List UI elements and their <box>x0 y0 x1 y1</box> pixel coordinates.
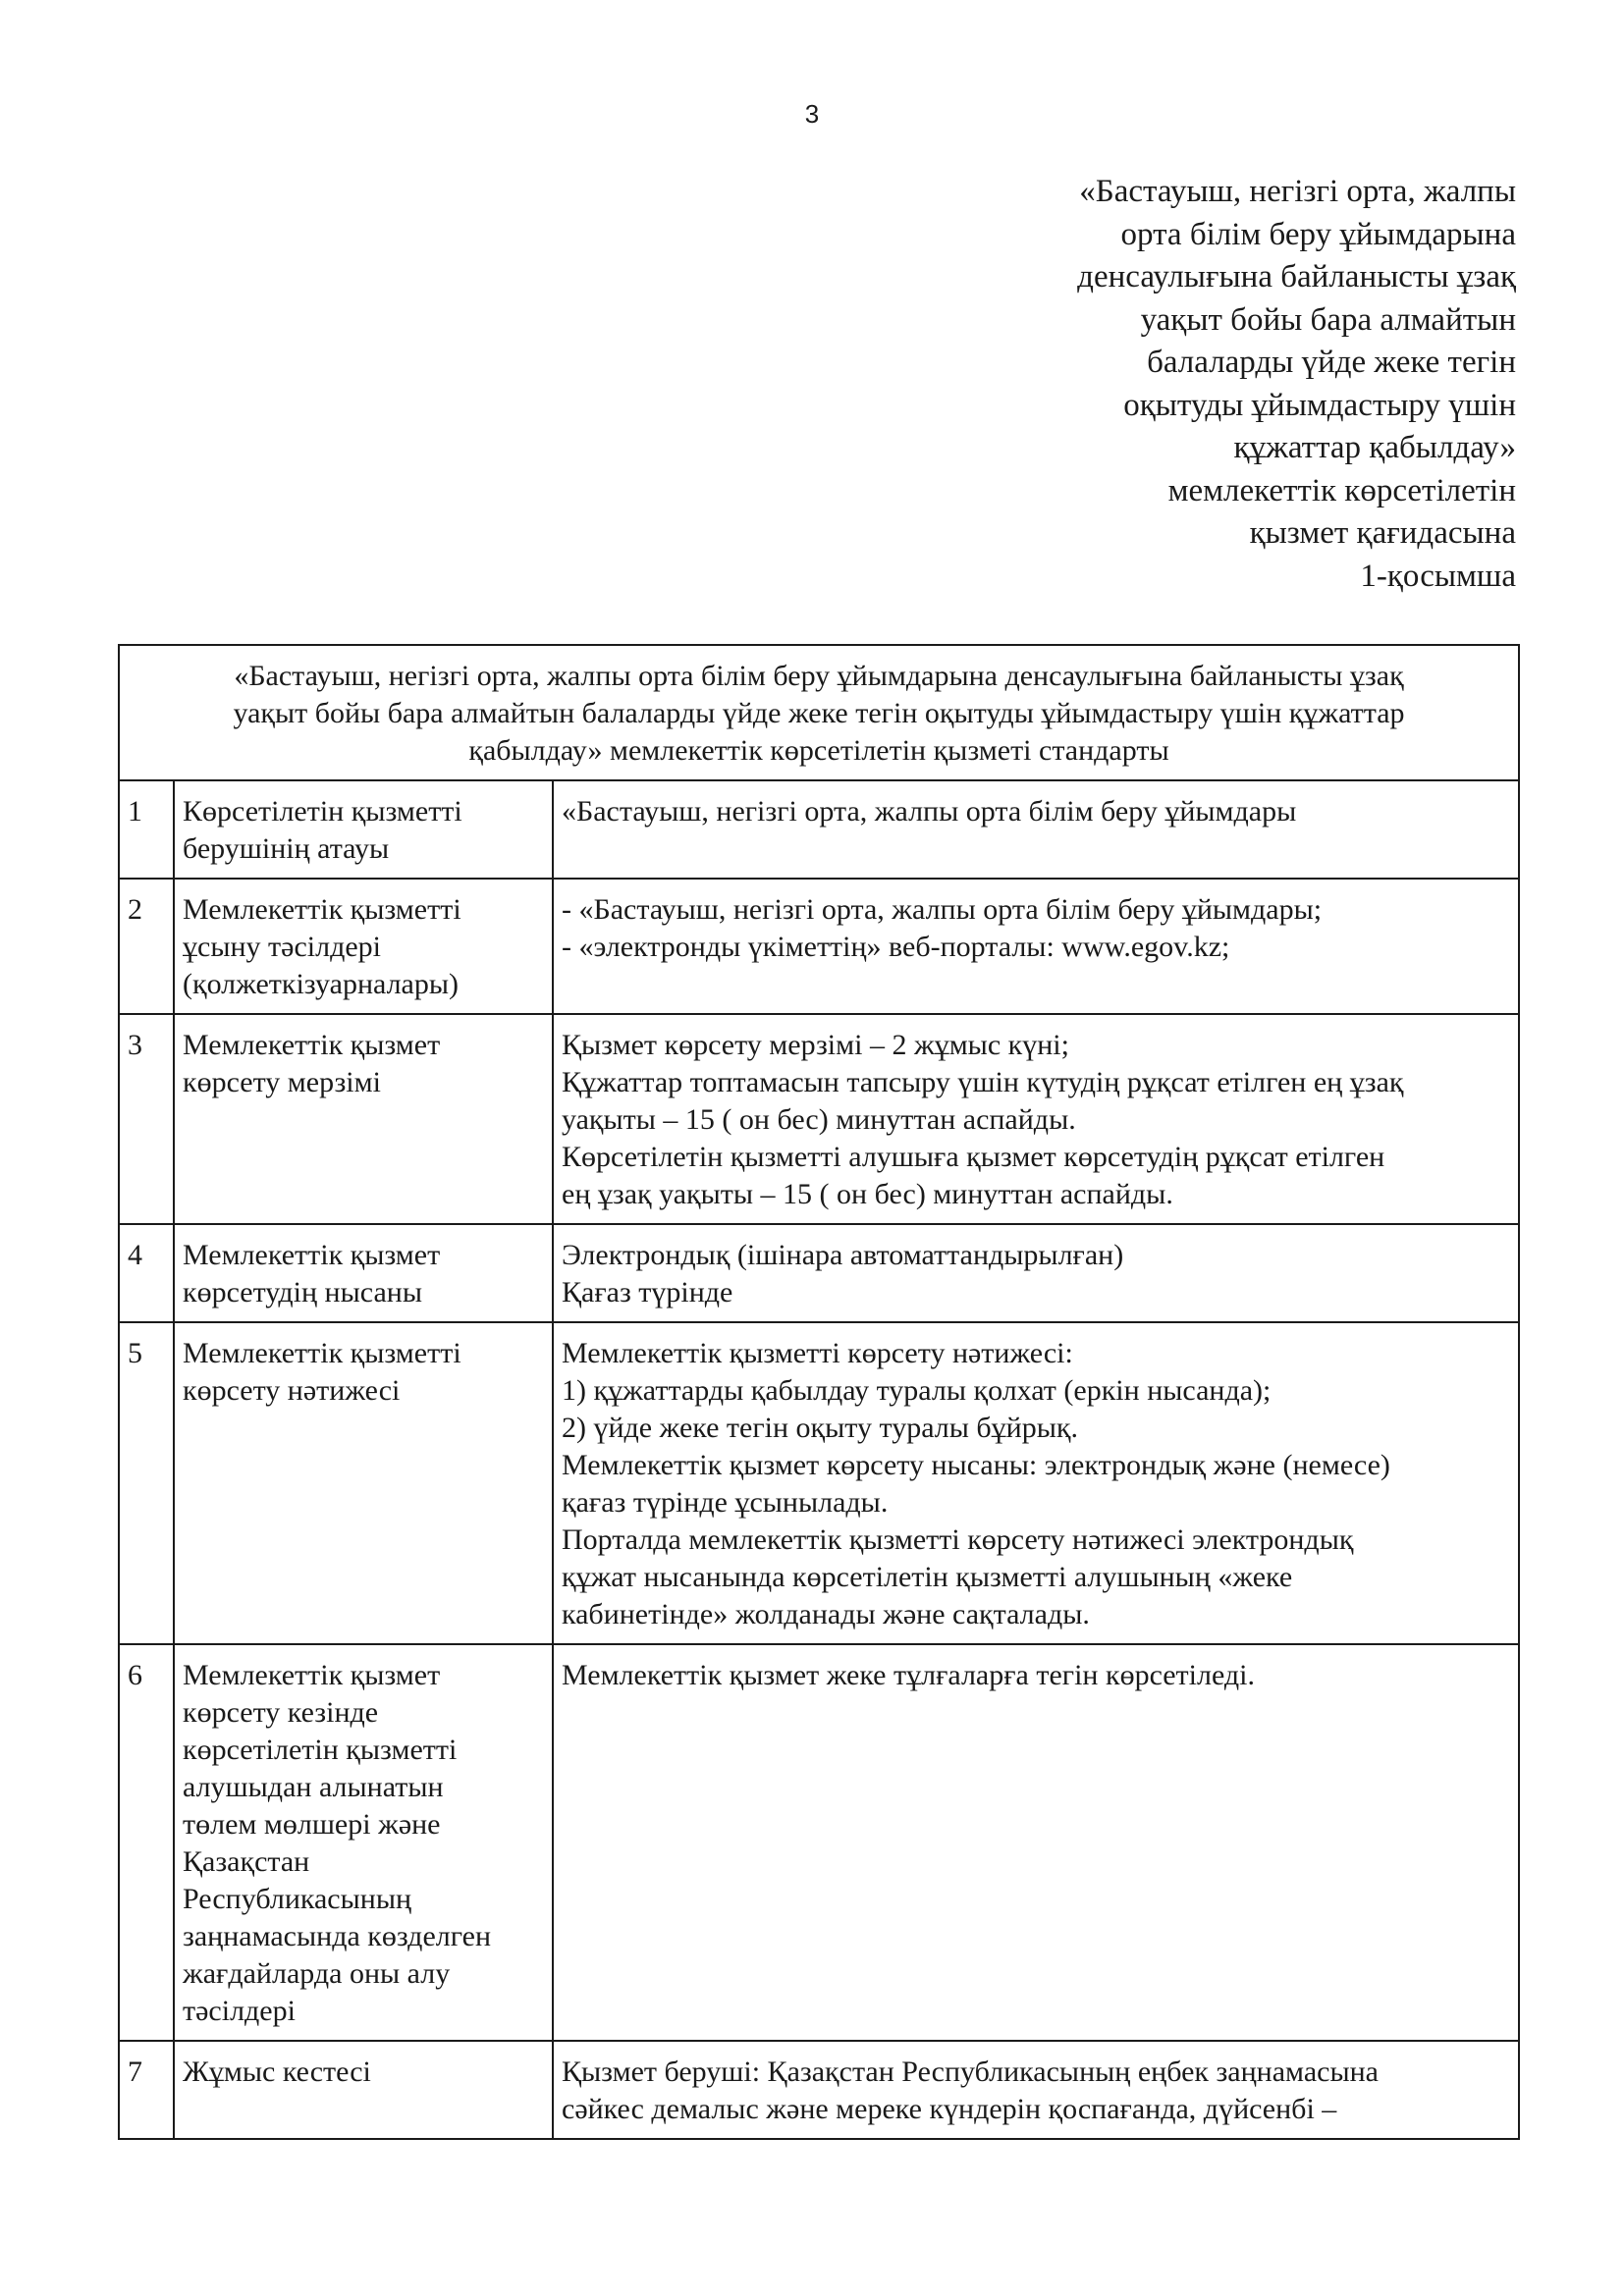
table-title-line: қабылдау» мемлекеттік көрсетілетін қызметі стандарты <box>468 734 1169 767</box>
annex-line: 1-қосымша <box>1360 558 1516 594</box>
row-content-line: Құжаттар топтамасын тапсыру үшін күтудің рұқсат етілген ең ұзақ <box>562 1066 1404 1098</box>
row-content-line: ең ұзақ уақыты – 15 ( он бес) минуттан аспайды. <box>562 1178 1173 1210</box>
row-label <box>174 879 553 1014</box>
row-content-line: қағаз түрінде ұсынылады. <box>562 1486 889 1519</box>
table-row <box>119 1014 1519 1224</box>
row-label <box>174 780 553 879</box>
row-number: 6 <box>119 1644 174 2041</box>
row-content-line: уақыты – 15 ( он бес) минуттан аспайды. <box>562 1103 1076 1136</box>
row-content-line: Порталда мемлекеттік қызметті көрсету нәтижесі электрондық <box>562 1523 1354 1556</box>
row-content-line: Қағаз түрінде <box>562 1276 733 1308</box>
annex-line: «Бастауыш, негізгі орта, жалпы <box>1079 174 1516 209</box>
service-standard-table <box>118 644 1520 2140</box>
table-title-row <box>119 645 1519 780</box>
annex-line: мемлекеттік көрсетілетін <box>1167 472 1516 508</box>
row-content-line: 2) үйде жеке тегін оқыту туралы бұйрық. <box>562 1412 1078 1444</box>
annex-line: құжаттар қабылдау» <box>1233 430 1516 465</box>
row-content <box>553 1644 1519 2041</box>
row-content-line: құжат нысанында көрсетілетін қызметті алушының «жеке <box>562 1561 1293 1593</box>
row-label-line: Мемлекеттік қызметті <box>183 893 461 926</box>
row-label-line: Мемлекеттік қызмет <box>183 1239 441 1271</box>
row-content <box>553 1322 1519 1644</box>
row-label-line: төлем мөлшері және <box>183 1808 441 1841</box>
row-label-line: көрсету кезінде <box>183 1696 379 1729</box>
row-label-line: Жұмыс кестесі <box>183 2056 371 2088</box>
row-content-line: - «Бастауыш, негізгі орта, жалпы орта білім беру ұйымдары; <box>562 893 1323 926</box>
row-number: 3 <box>119 1014 174 1224</box>
row-content-line: кабинетінде» жолданады және сақталады. <box>562 1598 1090 1630</box>
row-label-line: алушыдан алынатын <box>183 1771 444 1803</box>
row-number: 7 <box>119 2041 174 2139</box>
row-content <box>553 879 1519 1014</box>
row-label <box>174 1322 553 1644</box>
annex-line: балаларды үйде жеке тегін <box>1147 345 1516 380</box>
table-row <box>119 2041 1519 2139</box>
row-label-line: Қазақстан <box>183 1845 310 1878</box>
annex-line: уақыт бойы бара алмайтын <box>1140 301 1516 338</box>
row-content-line: Қызмет көрсету мерзімі – 2 жұмыс күні; <box>562 1029 1069 1061</box>
row-label-line: Мемлекеттік қызмет <box>183 1029 441 1061</box>
table-title-line: уақыт бойы бара алмайтын балаларды үйде жеке тегін оқытуды ұйымдастыру үшін құжаттар <box>233 697 1405 729</box>
row-number: 5 <box>119 1322 174 1644</box>
row-label-line: (қолжеткізуарналары) <box>183 968 460 1000</box>
row-label <box>174 2041 553 2139</box>
row-label-line: көрсету мерзімі <box>183 1066 381 1098</box>
row-content-line: Электрондық (ішінара автоматтандырылған) <box>562 1239 1124 1271</box>
row-label-line: ұсыну тәсілдері <box>183 931 381 963</box>
table-row <box>119 1644 1519 2041</box>
row-label <box>174 1014 553 1224</box>
row-content-line: Мемлекеттік қызмет көрсету нысаны: электрондық және (немесе) <box>562 1449 1390 1481</box>
row-label-line: көрсетудің нысаны <box>183 1276 422 1308</box>
table-row <box>119 1322 1519 1644</box>
row-label-line: көрсету нәтижесі <box>183 1374 401 1407</box>
row-content <box>553 780 1519 879</box>
row-content-line: «Бастауыш, негізгі орта, жалпы орта білім беру ұйымдары <box>562 795 1297 828</box>
row-label-line: жағдайларда оны алу <box>183 1957 451 1990</box>
table-title-line: «Бастауыш, негізгі орта, жалпы орта білім беру ұйымдарына денсаулығына байланысты ұзақ <box>234 660 1404 692</box>
row-label-line: Мемлекеттік қызмет <box>183 1659 441 1691</box>
annex-line: оқытуды ұйымдастыру үшін <box>1123 387 1516 423</box>
row-label-line: заңнамасында көзделген <box>183 1920 492 1952</box>
page-number: 3 <box>804 99 820 129</box>
row-label-line: Көрсетілетін қызметті <box>183 795 462 828</box>
row-label <box>174 1224 553 1322</box>
row-content <box>553 1014 1519 1224</box>
row-label-line: Республикасының <box>183 1883 412 1915</box>
table-row <box>119 780 1519 879</box>
row-label-line: Мемлекеттік қызметті <box>183 1337 461 1369</box>
row-content-line: сәйкес демалыс және мереке күндерін қоспағанда, дүйсенбі – <box>562 2093 1337 2125</box>
row-content-line: Көрсетілетін қызметті алушыға қызмет көрсетудің рұқсат етілген <box>562 1141 1385 1173</box>
row-content <box>553 2041 1519 2139</box>
row-label-line: берушінің атауы <box>183 832 390 865</box>
annex-caption <box>770 171 1516 598</box>
row-content-line: Қызмет беруші: Қазақстан Республикасының еңбек заңнамасына <box>562 2056 1379 2088</box>
table-row <box>119 879 1519 1014</box>
row-label <box>174 1644 553 2041</box>
row-number: 4 <box>119 1224 174 1322</box>
annex-line: денсаулығына байланысты ұзақ <box>1077 259 1516 294</box>
row-label-line: тәсілдері <box>183 1995 296 2027</box>
row-content-line: Мемлекеттік қызмет жеке тұлғаларға тегін көрсетіледі. <box>562 1659 1255 1691</box>
row-content-line: 1) құжаттарды қабылдау туралы қолхат (еркін нысанда); <box>562 1374 1272 1407</box>
row-number: 2 <box>119 879 174 1014</box>
annex-line: орта білім беру ұйымдарына <box>1120 216 1516 252</box>
row-number: 1 <box>119 780 174 879</box>
row-label-line: көрсетілетін қызметті <box>183 1734 458 1766</box>
row-content <box>553 1224 1519 1322</box>
table-row <box>119 1224 1519 1322</box>
annex-line: қызмет қағидасына <box>1249 515 1516 551</box>
row-content-line: - «электронды үкіметтің» веб-порталы: www.egov.kz; <box>562 931 1230 963</box>
row-content-line: Мемлекеттік қызметті көрсету нәтижесі: <box>562 1337 1073 1369</box>
table-title <box>119 645 1519 780</box>
